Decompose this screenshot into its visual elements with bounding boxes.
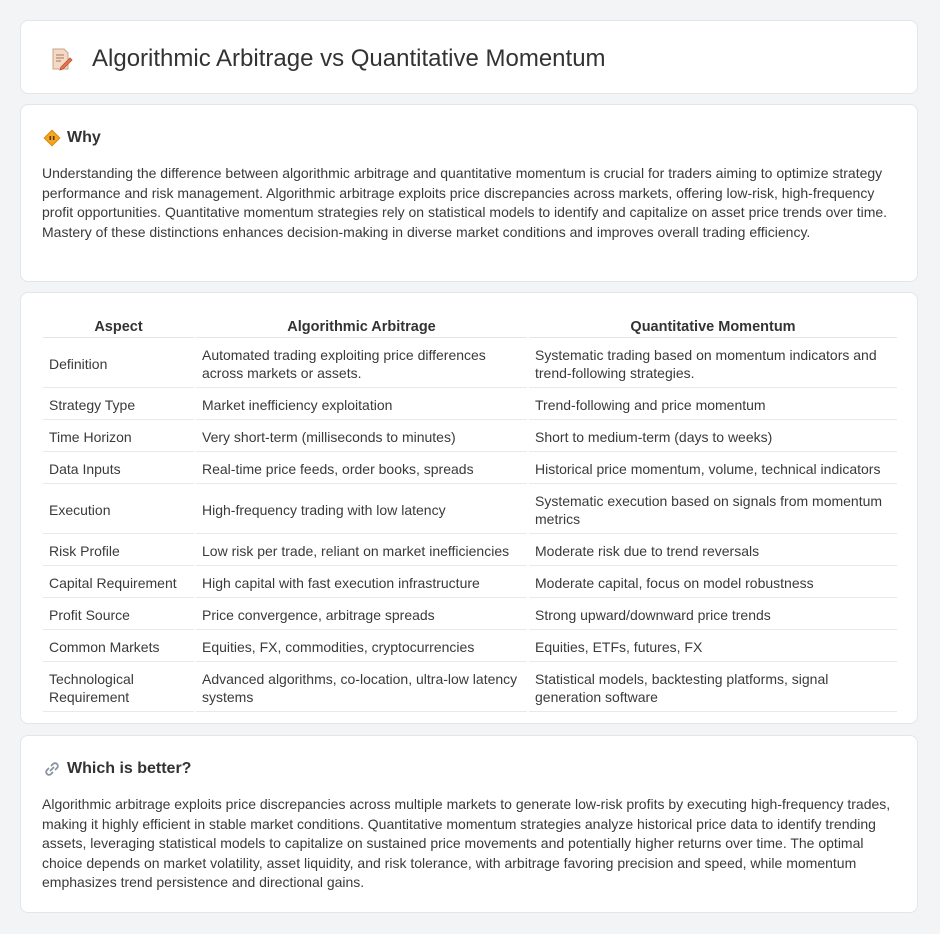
table-cell: High capital with fast execution infrastructure	[196, 568, 527, 598]
why-title: Why	[67, 129, 101, 146]
better-title: Which is better?	[67, 760, 192, 777]
page-title: Algorithmic Arbitrage vs Quantitative Momentum	[92, 45, 606, 72]
table-cell: Statistical models, backtesting platforms, signal generation software	[529, 664, 897, 712]
table-row	[43, 422, 897, 452]
table-cell: Trend-following and price momentum	[529, 390, 897, 420]
which-is-better-section	[20, 735, 918, 913]
table-cell: Real-time price feeds, order books, spreads	[196, 454, 527, 484]
table-cell: Strategy Type	[43, 390, 194, 420]
diamond-sign-icon	[43, 129, 61, 147]
table-row	[43, 664, 897, 712]
table-cell: High-frequency trading with low latency	[196, 486, 527, 534]
table-row	[43, 486, 897, 534]
why-text: Understanding the difference between algorithmic arbitrage and quantitative momentum is crucial for traders aiming to optimize strategy performance and risk management. Algorithmic arbitrage exploits price discrepancies across markets, offering low-risk, high-frequency profit opportunities. Quantitative momentum strategies rely on statistical models to identify and capitalize on asset price trends over time. Mastery of these distinctions enhances decision-making in diverse market conditions and improves overall trading efficiency.	[42, 165, 888, 240]
table-cell: Data Inputs	[43, 454, 194, 484]
table-row	[43, 340, 897, 388]
table-cell: Historical price momentum, volume, technical indicators	[529, 454, 897, 484]
table-cell: Moderate risk due to trend reversals	[529, 536, 897, 566]
link-icon	[43, 760, 61, 778]
table-cell: Market inefficiency exploitation	[196, 390, 527, 420]
table-cell: Moderate capital, focus on model robustness	[529, 568, 897, 598]
document-pencil-icon	[49, 47, 73, 71]
table-cell: Equities, ETFs, futures, FX	[529, 632, 897, 662]
table-cell: Strong upward/downward price trends	[529, 600, 897, 630]
header-algorithmic-arbitrage: Algorithmic Arbitrage	[196, 315, 527, 338]
comparison-section	[20, 292, 918, 724]
table-row	[43, 568, 897, 598]
table-cell: Low risk per trade, reliant on market inefficiencies	[196, 536, 527, 566]
table-cell: Profit Source	[43, 600, 194, 630]
table-cell: Definition	[43, 340, 194, 388]
table-cell: Price convergence, arbitrage spreads	[196, 600, 527, 630]
table-cell: Time Horizon	[43, 422, 194, 452]
table-header-row	[43, 315, 897, 338]
table-cell: Advanced algorithms, co-location, ultra-low latency systems	[196, 664, 527, 712]
table-cell: Very short-term (milliseconds to minutes)	[196, 422, 527, 452]
table-cell: Technological Requirement	[43, 664, 194, 712]
why-heading	[43, 127, 101, 149]
why-section	[20, 104, 918, 282]
table-row	[43, 600, 897, 630]
comparison-table	[41, 313, 899, 714]
table-cell: Automated trading exploiting price differences across markets or assets.	[196, 340, 527, 388]
header-quantitative-momentum: Quantitative Momentum	[529, 315, 897, 338]
table-row	[43, 536, 897, 566]
table-row	[43, 632, 897, 662]
title-card	[20, 20, 918, 94]
table-cell: Systematic execution based on signals from momentum metrics	[529, 486, 897, 534]
table-row	[43, 390, 897, 420]
header-aspect: Aspect	[43, 315, 194, 338]
table-cell: Capital Requirement	[43, 568, 194, 598]
table-cell: Execution	[43, 486, 194, 534]
table-cell: Common Markets	[43, 632, 194, 662]
better-text: Algorithmic arbitrage exploits price discrepancies across multiple markets to generate low-risk profits by executing high-frequency trades, making it highly efficient in stable market conditions. Quantitative momentum strategies analyze historical price data to identify trending assets, leveraging statistical models to capitalize on sustained price movements and potentially higher returns over time. The optimal choice depends on market volatility, asset liquidity, and risk tolerance, with arbitrage favoring precision and speed, while momentum emphasizes trend persistence and directional gains.	[42, 796, 891, 890]
table-cell: Short to medium-term (days to weeks)	[529, 422, 897, 452]
table-cell: Systematic trading based on momentum indicators and trend-following strategies.	[529, 340, 897, 388]
table-cell: Equities, FX, commodities, cryptocurrencies	[196, 632, 527, 662]
table-cell: Risk Profile	[43, 536, 194, 566]
better-heading	[43, 758, 191, 780]
table-row	[43, 454, 897, 484]
